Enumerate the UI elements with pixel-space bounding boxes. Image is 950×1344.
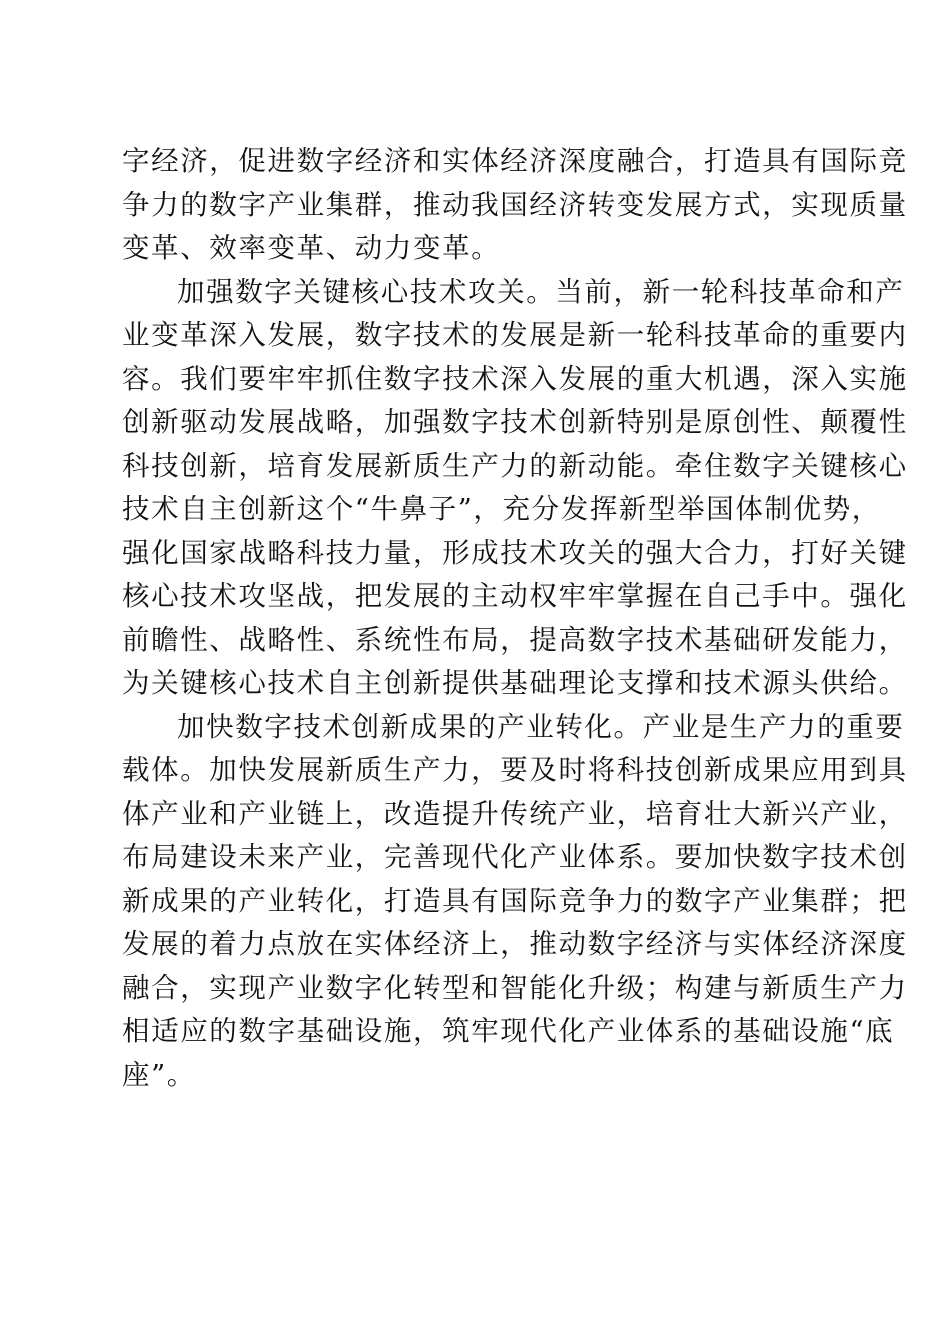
document-body [122, 140, 908, 1097]
text-line: 容。我们要牢牢抓住数字技术深入发展的重大机遇，深入实施 [122, 362, 908, 395]
text-line: 字经济，促进数字经济和实体经济深度融合，打造具有国际竞 [122, 145, 908, 177]
text-line: 争力的数字产业集群，推动我国经济转变发展方式，实现质量 [122, 188, 908, 221]
paragraph-tech-breakthrough [122, 271, 908, 706]
paragraph-intro-continuation [122, 140, 908, 271]
text-line: 融合，实现产业数字化转型和智能化升级；构建与新质生产力 [122, 971, 908, 1004]
text-line: 发展的着力点放在实体经济上，推动数字经济与实体经济深度 [122, 928, 908, 960]
text-line: 新成果的产业转化，打造具有国际竞争力的数字产业集群；把 [122, 884, 908, 917]
text-line: 布局建设未来产业，完善现代化产业体系。要加快数字技术创 [122, 841, 908, 873]
text-line: 科技创新，培育发展新质生产力的新动能。牵住数字关键核心 [122, 449, 908, 482]
paragraph-industrial-transformation [122, 706, 908, 1098]
text-line: 核心技术攻坚战，把发展的主动权牢牢掌握在自己手中。强化 [122, 580, 908, 612]
text-line-first: 加快数字技术创新成果的产业转化。产业是生产力的重要 [177, 710, 905, 743]
text-line: 相适应的数字基础设施，筑牢现代化产业体系的基础设施“底 [122, 1015, 895, 1047]
text-line: 座”。 [122, 1058, 196, 1091]
text-line: 载体。加快发展新质生产力，要及时将科技创新成果应用到具 [122, 754, 908, 786]
text-line-first: 加强数字关键核心技术攻关。当前，新一轮科技革命和产 [177, 275, 905, 308]
text-line: 技术自主创新这个“牛鼻子”，充分发挥新型举国体制优势， [122, 493, 881, 525]
text-line: 体产业和产业链上，改造提升传统产业，培育壮大新兴产业， [122, 797, 908, 830]
text-line: 创新驱动发展战略，加强数字技术创新特别是原创性、颠覆性 [122, 406, 908, 438]
text-line: 业变革深入发展，数字技术的发展是新一轮科技革命的重要内 [122, 319, 908, 351]
text-line: 为关键核心技术自主创新提供基础理论支撑和技术源头供给。 [122, 667, 908, 699]
text-line: 前瞻性、战略性、系统性布局，提高数字技术基础研发能力， [122, 623, 908, 656]
text-line: 变革、效率变革、动力变革。 [122, 232, 501, 264]
text-line: 强化国家战略科技力量，形成技术攻关的强大合力，打好关键 [122, 536, 908, 569]
